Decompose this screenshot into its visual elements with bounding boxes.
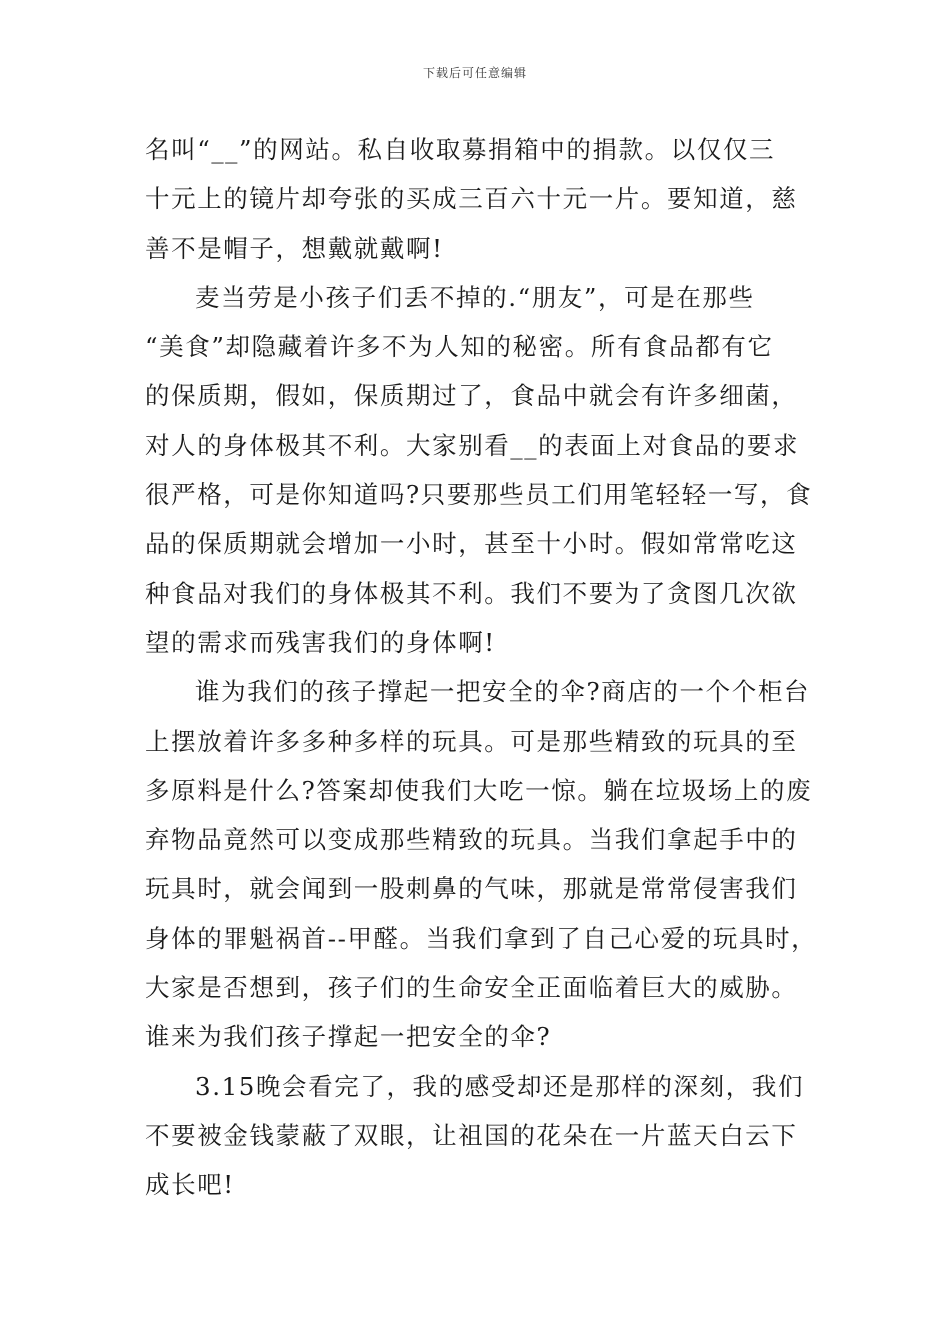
- text-line: 的保质期，假如，保质期过了，食品中就会有许多细菌，: [145, 381, 798, 411]
- text-line: 很严格，可是你知道吗?只要那些员工们用笔轻轻一写，食: [145, 480, 813, 510]
- text-line: 种食品对我们的身体极其不利。我们不要为了贪图几次欲: [145, 578, 798, 608]
- document-body: [145, 125, 818, 1210]
- text-line: 望的需求而残害我们的身体啊!: [145, 627, 496, 657]
- text-line: 品的保质期就会增加一小时，甚至十小时。假如常常吃这: [145, 529, 798, 559]
- text-line: “美食”却隐藏着许多不为人知的秘密。所有食品都有它: [145, 332, 774, 362]
- paragraph-start-line: 麦当劳是小孩子们丢不掉的.“朋友”，可是在那些: [195, 282, 755, 312]
- text-line: 不要被金钱蒙蔽了双眼，让祖国的花朵在一片蓝天白云下: [145, 1120, 798, 1150]
- paragraph-start-line: 谁为我们的孩子撑起一把安全的伞?商店的一个个柜台: [195, 677, 811, 707]
- text-line: 善不是帽子，想戴就戴啊!: [145, 233, 444, 263]
- text-line: 上摆放着许多多种多样的玩具。可是那些精致的玩具的至: [145, 726, 798, 756]
- text-line: 身体的罪魁祸首--甲醛。当我们拿到了自己心爱的玩具时，: [145, 923, 818, 953]
- text-line: 对人的身体极其不利。大家别看__的表面上对食品的要求: [145, 430, 800, 460]
- paragraph-start-line: 3.15晚会看完了，我的感受却还是那样的深刻，我们: [195, 1071, 805, 1101]
- text-line: 多原料是什么?答案却使我们大吃一惊。躺在垃圾场上的废: [145, 775, 813, 805]
- text-line: 大家是否想到，孩子们的生命安全正面临着巨大的威胁。: [145, 973, 798, 1003]
- text-line: 玩具时，就会闻到一股刺鼻的气味，那就是常常侵害我们: [145, 874, 798, 904]
- text-line: 弃物品竟然可以变成那些精致的玩具。当我们拿起手中的: [145, 825, 798, 855]
- text-line: 谁来为我们孩子撑起一把安全的伞?: [145, 1022, 552, 1052]
- text-line: 名叫“__”的网站。私自收取募捐箱中的捐款。以仅仅三: [145, 135, 776, 164]
- text-line: 成长吧!: [145, 1170, 235, 1200]
- page-header: 下载后可任意编辑: [422, 66, 527, 80]
- text-line: 十元上的镜片却夸张的买成三百六十元一片。要知道，慈: [145, 184, 798, 214]
